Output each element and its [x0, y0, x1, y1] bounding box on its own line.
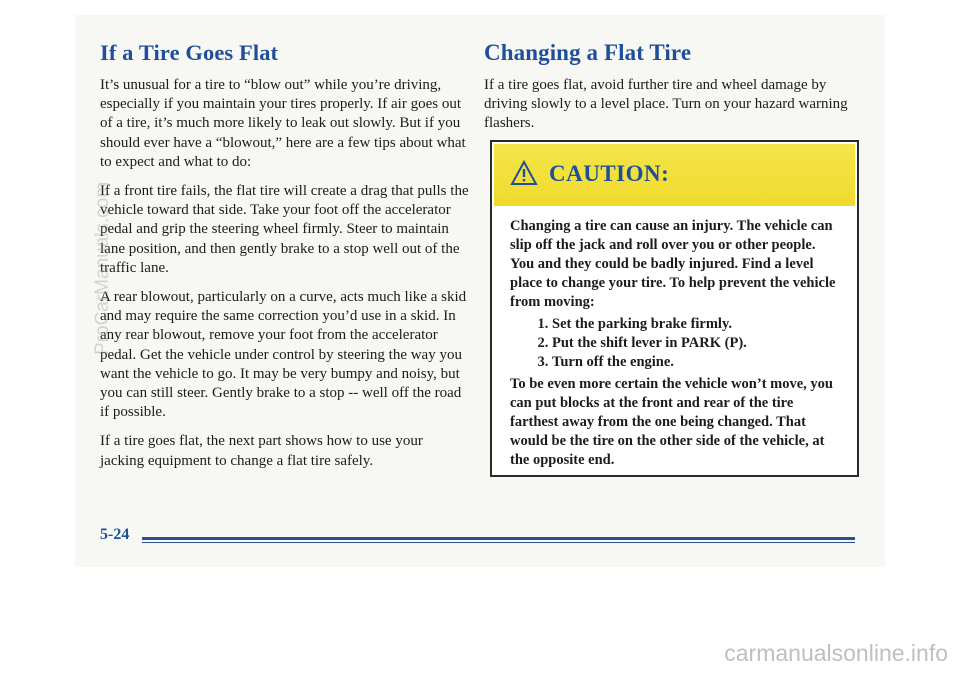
caution-title: CAUTION:	[549, 161, 670, 186]
caution-box	[490, 140, 859, 477]
section-title-flat-tire: If a Tire Goes Flat	[100, 40, 279, 65]
paragraph-next-part: If a tire goes flat, the next part shows how to use your jacking equipment to change a flat tire safely.	[100, 433, 423, 469]
section-title-changing-tire: Changing a Flat Tire	[484, 40, 692, 65]
caution-body	[510, 217, 840, 473]
left-column	[100, 40, 470, 481]
right-column	[484, 40, 864, 144]
page-number: 5-24	[100, 526, 130, 543]
paragraph-changing-intro: If a tire goes flat, avoid further tire and wheel damage by driving slowly to a level place. Turn on your hazard warning flashers.	[484, 77, 848, 132]
watermark-text: ProCarManuals.com	[92, 181, 113, 355]
caution-step: 2. Put the shift lever in PARK (P).	[552, 334, 840, 353]
caution-paragraph-blocks: To be even more certain the vehicle won’t move, you can put blocks at the front and rear of the tire farthest away from the one being changed. That would be the tire on the other side of the vehicle, at the opposite end.	[510, 376, 833, 468]
caution-steps-list	[510, 315, 840, 372]
caution-paragraph-injury: Changing a tire can cause an injury. The vehicle can slip off the jack and roll over you or other people. You and they could be badly injured. Find a level place to change your tire. To help prevent the vehicle from moving:	[510, 218, 836, 310]
footer-rule-thin	[142, 542, 855, 543]
footer-site-url: carmanualsonline.info	[724, 640, 948, 666]
caution-step: 3. Turn off the engine.	[552, 353, 840, 372]
warning-triangle-icon	[510, 160, 538, 186]
caution-banner	[494, 144, 855, 206]
footer-rule-thick	[142, 537, 855, 540]
paragraph-blowout-intro: It’s unusual for a tire to “blow out” while you’re driving, especially if you maintain your tires properly. If air goes out of a tire, it’s much more likely to leak out slowly. But if you should ever have a “blowout,” here are a few tips about what to expect and what to do:	[100, 77, 466, 170]
caution-step: 1. Set the parking brake firmly.	[552, 315, 840, 334]
paragraph-rear-blowout: A rear blowout, particularly on a curve, acts much like a skid and may require the same correction you’d use in a skid. In any rear blowout, remove your foot from the accelerator pedal. Get the vehicle under control by steering the way you want the vehicle to go. It may be very bumpy and noisy, but you can still steer. Gently brake to a stop -- well off the road if possible.	[100, 289, 467, 421]
paragraph-front-tire: If a front tire fails, the flat tire will create a drag that pulls the vehicle toward that side. Take your foot off the accelerator pedal and grip the steering wheel firmly. Steer to maintain lane position, and then gently brake to a stop well out of the traffic lane.	[100, 183, 469, 276]
